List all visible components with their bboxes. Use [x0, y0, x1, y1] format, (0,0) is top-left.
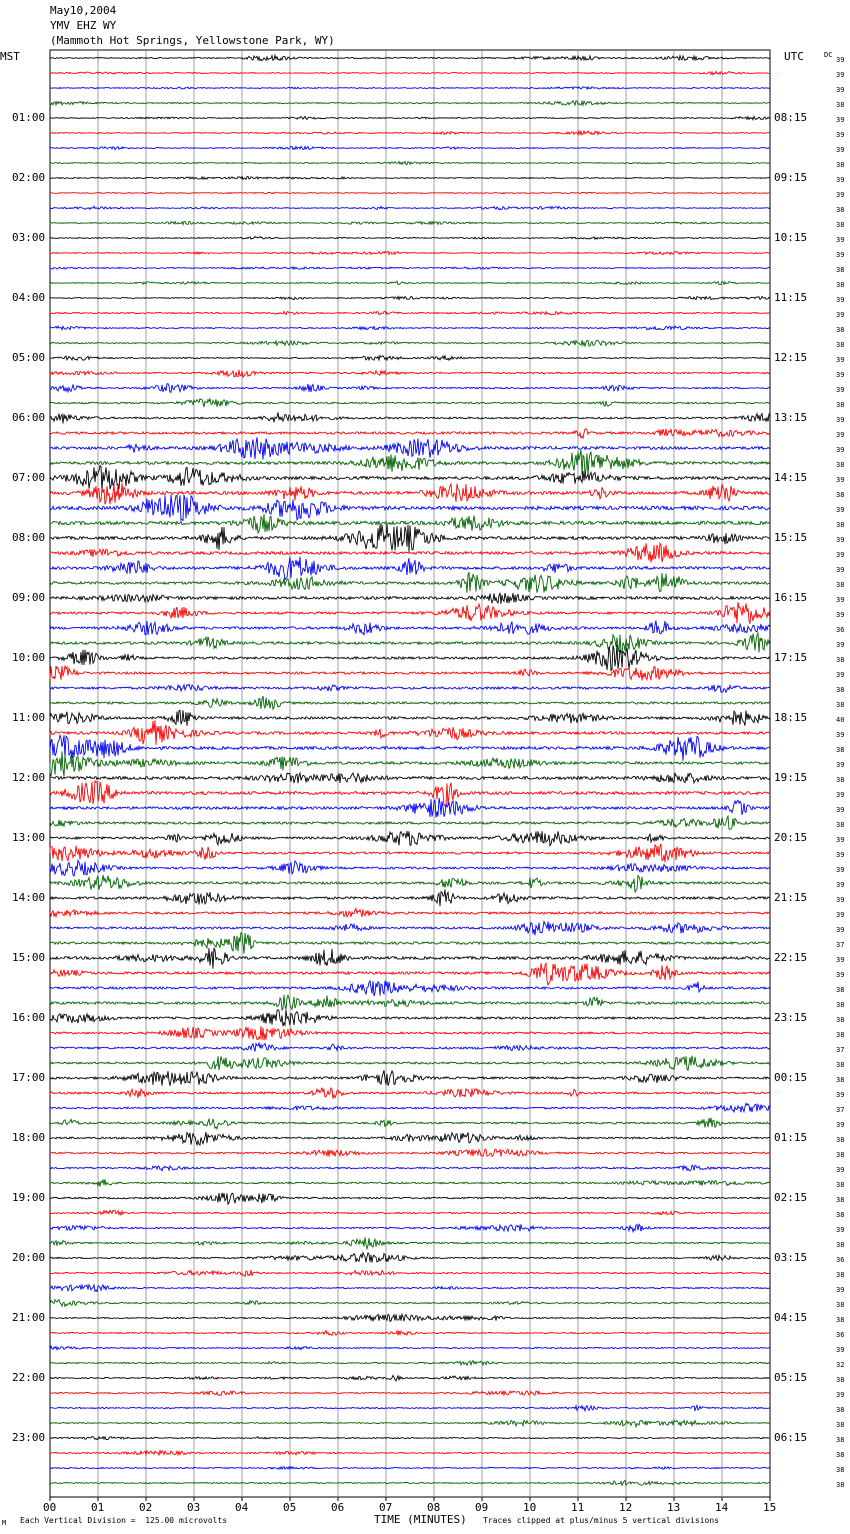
dc-offset-value: 38: [836, 206, 845, 214]
trace-line: [50, 412, 770, 423]
trace-line: [50, 710, 770, 726]
dc-offset-value: 38: [836, 821, 845, 829]
left-timezone-label: MST: [0, 50, 20, 63]
dc-offset-value: 39: [836, 536, 845, 544]
dc-offset-value: 39: [836, 191, 845, 199]
trace-line: [50, 684, 770, 692]
x-tick-label: 10: [523, 1501, 537, 1514]
trace-line: [50, 1043, 770, 1051]
dc-offset-value: 38: [836, 1196, 845, 1204]
dc-offset-value: 38: [836, 1181, 845, 1189]
trace-line: [50, 296, 770, 299]
dc-offset-value: 39: [836, 236, 845, 244]
dc-offset-value: 39: [836, 311, 845, 319]
x-tick-label: 06: [331, 1501, 345, 1514]
trace-line: [50, 773, 770, 783]
dc-offset-value: 39: [836, 1391, 845, 1399]
trace-line: [50, 1330, 770, 1335]
dc-offset-value: 39: [836, 1121, 845, 1129]
trace-line: [50, 1451, 770, 1455]
hour-label-left: 02:00: [12, 171, 46, 184]
trace-line: [50, 1270, 770, 1277]
hour-label-right: 06:15: [774, 1431, 808, 1444]
hour-label-left: 15:00: [12, 951, 46, 964]
dc-offset-value: 39: [836, 476, 845, 484]
dc-offset-value: 38: [836, 1421, 845, 1429]
dc-offset-value: 38: [836, 1316, 845, 1324]
dc-offset-value: 39: [836, 911, 845, 919]
trace-line: [50, 816, 770, 829]
dc-offset-value: 39: [836, 896, 845, 904]
hour-label-right: 11:15: [774, 291, 808, 304]
trace-line: [50, 963, 770, 985]
hour-label-right: 16:15: [774, 591, 808, 604]
dc-offset-value: 39: [836, 506, 845, 514]
trace-line: [50, 131, 770, 135]
dc-offset-value: 39: [836, 866, 845, 874]
trace-line: [50, 237, 770, 240]
trace-line: [50, 981, 770, 996]
hour-label-right: 01:15: [774, 1131, 808, 1144]
x-tick-label: 02: [139, 1501, 153, 1514]
dc-offset-value: 37: [836, 941, 845, 949]
plot-date: May10,2004: [50, 4, 117, 17]
trace-line: [50, 781, 770, 806]
clip-note: Traces clipped at plus/minus 5 vertical divisions: [483, 1516, 720, 1525]
trace-line: [50, 192, 770, 194]
dc-offset-value: 39: [836, 296, 845, 304]
trace-line: [50, 1224, 770, 1231]
dc-offset-value: 39: [836, 731, 845, 739]
dc-offset-value: 38: [836, 701, 845, 709]
hour-label-left: 10:00: [12, 651, 46, 664]
trace-line: [50, 1314, 770, 1321]
dc-offset-value: 39: [836, 71, 845, 79]
trace-line: [50, 206, 770, 209]
trace-line: [50, 525, 770, 552]
dc-offset-value: 39: [836, 851, 845, 859]
dc-offset-value: 38: [836, 686, 845, 694]
dc-offset-value: 38: [836, 746, 845, 754]
dc-offset-value: 38: [836, 1376, 845, 1384]
dc-offset-value: 37: [836, 1046, 845, 1054]
trace-line: [50, 384, 770, 393]
trace-line: [50, 1253, 770, 1263]
x-tick-label: 07: [379, 1501, 393, 1514]
trace-line: [50, 101, 770, 106]
dc-offset-value: 39: [836, 761, 845, 769]
hour-label-left: 12:00: [12, 771, 46, 784]
trace-line: [50, 176, 770, 179]
trace-line: [50, 735, 770, 761]
trace-line: [50, 1088, 770, 1099]
x-tick-label: 03: [187, 1501, 201, 1514]
trace-line: [50, 356, 770, 361]
trace-line: [50, 116, 770, 119]
hour-label-left: 14:00: [12, 891, 46, 904]
trace-line: [50, 751, 770, 776]
dc-offset-value: 39: [836, 1286, 845, 1294]
x-tick-label: 04: [235, 1501, 249, 1514]
trace-line: [50, 860, 770, 876]
trace-line: [50, 1391, 770, 1396]
dc-offset-value: 38: [836, 581, 845, 589]
dc-offset-value: 36: [836, 626, 845, 634]
hour-label-right: 14:15: [774, 471, 808, 484]
dc-offset-value: 38: [836, 1406, 845, 1414]
x-tick-label: 09: [475, 1501, 489, 1514]
x-tick-label: 01: [91, 1501, 105, 1514]
trace-line: [50, 267, 770, 269]
hour-label-right: 19:15: [774, 771, 808, 784]
trace-line: [50, 1480, 770, 1485]
x-tick-label: 05: [283, 1501, 297, 1514]
dc-offset-value: 38: [836, 1481, 845, 1489]
trace-line: [50, 1118, 770, 1129]
dc-offset-value: 39: [836, 386, 845, 394]
trace-line: [50, 1405, 770, 1410]
trace-line: [50, 1346, 770, 1349]
trace-line: [50, 146, 770, 149]
trace-line: [50, 1010, 770, 1026]
trace-line: [50, 399, 770, 407]
dc-offset-value: 39: [836, 176, 845, 184]
dc-offset-value: 39: [836, 1346, 845, 1354]
trace-line: [50, 370, 770, 377]
x-tick-label: 00: [43, 1501, 57, 1514]
dc-offset-value: 38: [836, 341, 845, 349]
dc-offset-value: 39: [836, 1226, 845, 1234]
hour-label-left: 17:00: [12, 1071, 46, 1084]
dc-offset-value: 39: [836, 971, 845, 979]
hour-label-right: 05:15: [774, 1371, 808, 1384]
hour-label-left: 13:00: [12, 831, 46, 844]
trace-line: [50, 572, 770, 593]
dc-offset-value: 38: [836, 1076, 845, 1084]
trace-line: [50, 1179, 770, 1186]
trace-line: [50, 1467, 770, 1470]
trace-line: [50, 1210, 770, 1215]
hour-label-right: 13:15: [774, 411, 808, 424]
hour-label-left: 19:00: [12, 1191, 46, 1204]
hour-label-right: 08:15: [774, 111, 808, 124]
trace-line: [50, 437, 770, 459]
trace-line: [50, 908, 770, 917]
hour-label-right: 12:15: [774, 351, 808, 364]
dc-offset-value: 39: [836, 431, 845, 439]
hour-label-right: 21:15: [774, 891, 808, 904]
hour-label-right: 04:15: [774, 1311, 808, 1324]
x-tick-label: 14: [715, 1501, 729, 1514]
dc-offset-value: 38: [836, 1451, 845, 1459]
trace-line: [50, 1285, 770, 1292]
dc-offset-value: 38: [836, 281, 845, 289]
trace-line: [50, 495, 770, 521]
trace-line: [50, 71, 770, 74]
trace-line: [50, 633, 770, 652]
dc-offset-value: 39: [836, 446, 845, 454]
dc-offset-value: 38: [836, 266, 845, 274]
trace-line: [50, 1026, 770, 1040]
hour-label-right: 20:15: [774, 831, 808, 844]
dc-offset-value: 39: [836, 566, 845, 574]
trace-line: [50, 621, 770, 635]
hour-label-right: 00:15: [774, 1071, 808, 1084]
dc-offset-value: 39: [836, 671, 845, 679]
hour-label-right: 02:15: [774, 1191, 808, 1204]
dc-offset-value: 39: [836, 551, 845, 559]
dc-offset-value: 39: [836, 611, 845, 619]
x-tick-label: 13: [667, 1501, 681, 1514]
dc-offset-value: 38: [836, 1271, 845, 1279]
trace-line: [50, 645, 770, 671]
trace-line: [50, 602, 770, 624]
station-code: YMV EHZ WY: [50, 19, 117, 32]
x-axis-label: TIME (MINUTES): [374, 1513, 467, 1526]
trace-line: [50, 1420, 770, 1427]
hour-label-right: 17:15: [774, 651, 808, 664]
dc-offset-value: 38: [836, 1436, 845, 1444]
hour-label-right: 03:15: [774, 1251, 808, 1264]
dc-offset-value: 39: [836, 131, 845, 139]
trace-line: [50, 311, 770, 315]
dc-offset-value: 38: [836, 1061, 845, 1069]
dc-offset-value: 39: [836, 641, 845, 649]
trace-line: [50, 1165, 770, 1171]
dc-offset-value: 38: [836, 221, 845, 229]
hour-label-right: 10:15: [774, 231, 808, 244]
dc-offset-value: 38: [836, 101, 845, 109]
dc-offset-value: 39: [836, 881, 845, 889]
hour-label-left: 11:00: [12, 711, 46, 724]
hour-label-right: 23:15: [774, 1011, 808, 1024]
scale-note: Each Vertical Division = 125.00 microvolts: [20, 1516, 228, 1525]
trace-line: [50, 1361, 770, 1366]
hour-label-right: 15:15: [774, 531, 808, 544]
trace-line: [50, 798, 770, 818]
trace-line: [50, 87, 770, 89]
dc-offset-value: 37: [836, 1106, 845, 1114]
trace-line: [50, 450, 770, 476]
trace-line: [50, 1056, 770, 1071]
hour-label-left: 23:00: [12, 1431, 46, 1444]
dc-offset-value: 39: [836, 836, 845, 844]
dc-offset-value: 38: [836, 161, 845, 169]
hour-label-left: 09:00: [12, 591, 46, 604]
hour-label-left: 07:00: [12, 471, 46, 484]
hour-label-left: 21:00: [12, 1311, 46, 1324]
dc-offset-value: 38: [836, 326, 845, 334]
hour-label-left: 16:00: [12, 1011, 46, 1024]
dc-offset-value: 32: [836, 1361, 845, 1369]
dc-offset-value: 38: [836, 1466, 845, 1474]
trace-line: [50, 162, 770, 165]
dc-offset-value: 40: [836, 716, 845, 724]
dc-offset-value: 39: [836, 56, 845, 64]
trace-line: [50, 221, 770, 224]
dc-offset-value: 39: [836, 86, 845, 94]
x-tick-label: 15: [763, 1501, 777, 1514]
dc-offset-value: 38: [836, 1151, 845, 1159]
hour-label-left: 01:00: [12, 111, 46, 124]
trace-line: [50, 720, 770, 745]
trace-line: [50, 1300, 770, 1307]
dc-offset-value: 39: [836, 146, 845, 154]
hour-label-left: 18:00: [12, 1131, 46, 1144]
dc-offset-value: 38: [836, 491, 845, 499]
dc-offset-value: 38: [836, 401, 845, 409]
trace-line: [50, 875, 770, 893]
hour-label-left: 05:00: [12, 351, 46, 364]
dc-offset-value: 38: [836, 461, 845, 469]
trace-line: [50, 340, 770, 346]
hour-label-left: 20:00: [12, 1251, 46, 1264]
trace-line: [50, 1103, 770, 1112]
trace-line: [50, 1149, 770, 1157]
trace-line: [50, 933, 770, 954]
dc-offset-value: 38: [836, 986, 845, 994]
dc-offset-value: 38: [836, 1211, 845, 1219]
trace-line: [50, 326, 770, 330]
dc-offset-value: 39: [836, 416, 845, 424]
dc-offset-value: 38: [836, 1001, 845, 1009]
trace-line: [50, 281, 770, 284]
dc-offset-value: 38: [836, 1301, 845, 1309]
trace-line: [50, 543, 770, 562]
hour-label-left: 06:00: [12, 411, 46, 424]
trace-line: [50, 1070, 770, 1086]
dc-offset-value: 38: [836, 1241, 845, 1249]
dc-offset-value: 38: [836, 1016, 845, 1024]
dc-offset-value: 39: [836, 1091, 845, 1099]
dc-offset-value: 39: [836, 371, 845, 379]
trace-line: [50, 922, 770, 936]
dc-offset-value: 39: [836, 926, 845, 934]
dc-offset-value: 39: [836, 116, 845, 124]
hour-label-left: 03:00: [12, 231, 46, 244]
trace-line: [50, 593, 770, 604]
dc-offset-value: 38: [836, 656, 845, 664]
hour-label-left: 22:00: [12, 1371, 46, 1384]
x-tick-label: 12: [619, 1501, 633, 1514]
hour-label-left: 04:00: [12, 291, 46, 304]
trace-line: [50, 429, 770, 438]
trace-line: [50, 1437, 770, 1440]
trace-line: [50, 1237, 770, 1248]
trace-line: [50, 666, 770, 681]
dc-offset-value: 38: [836, 1031, 845, 1039]
trace-line: [50, 844, 770, 863]
dc-offset-label: DC: [824, 51, 833, 59]
x-tick-label: 08: [427, 1501, 441, 1514]
trace-line: [50, 831, 770, 846]
dc-offset-value: 39: [836, 791, 845, 799]
trace-line: [50, 995, 770, 1010]
station-location: (Mammoth Hot Springs, Yellowstone Park, WY): [50, 34, 335, 47]
right-timezone-label: UTC: [784, 50, 804, 63]
x-tick-label: 11: [571, 1501, 585, 1514]
dc-offset-value: 36: [836, 1256, 845, 1264]
dc-offset-value: 39: [836, 806, 845, 814]
dc-offset-value: 36: [836, 1331, 845, 1339]
trace-line: [50, 55, 770, 60]
trace-line: [50, 483, 770, 504]
trace-line: [50, 1375, 770, 1381]
dc-offset-value: 39: [836, 251, 845, 259]
trace-line: [50, 251, 770, 254]
trace-line: [50, 696, 770, 709]
dc-offset-value: 38: [836, 1136, 845, 1144]
trace-line: [50, 1193, 770, 1204]
hour-label-right: 18:15: [774, 711, 808, 724]
hour-label-right: 22:15: [774, 951, 808, 964]
hour-label-left: 08:00: [12, 531, 46, 544]
dc-offset-value: 39: [836, 596, 845, 604]
dc-offset-value: 39: [836, 956, 845, 964]
trace-line: [50, 1132, 770, 1145]
dc-offset-value: 39: [836, 356, 845, 364]
trace-line: [50, 890, 770, 907]
hour-label-right: 09:15: [774, 171, 808, 184]
footer-mark: M: [2, 1519, 7, 1527]
dc-offset-value: 38: [836, 521, 845, 529]
dc-offset-value: 39: [836, 1166, 845, 1174]
dc-offset-value: 38: [836, 776, 845, 784]
trace-line: [50, 466, 770, 492]
